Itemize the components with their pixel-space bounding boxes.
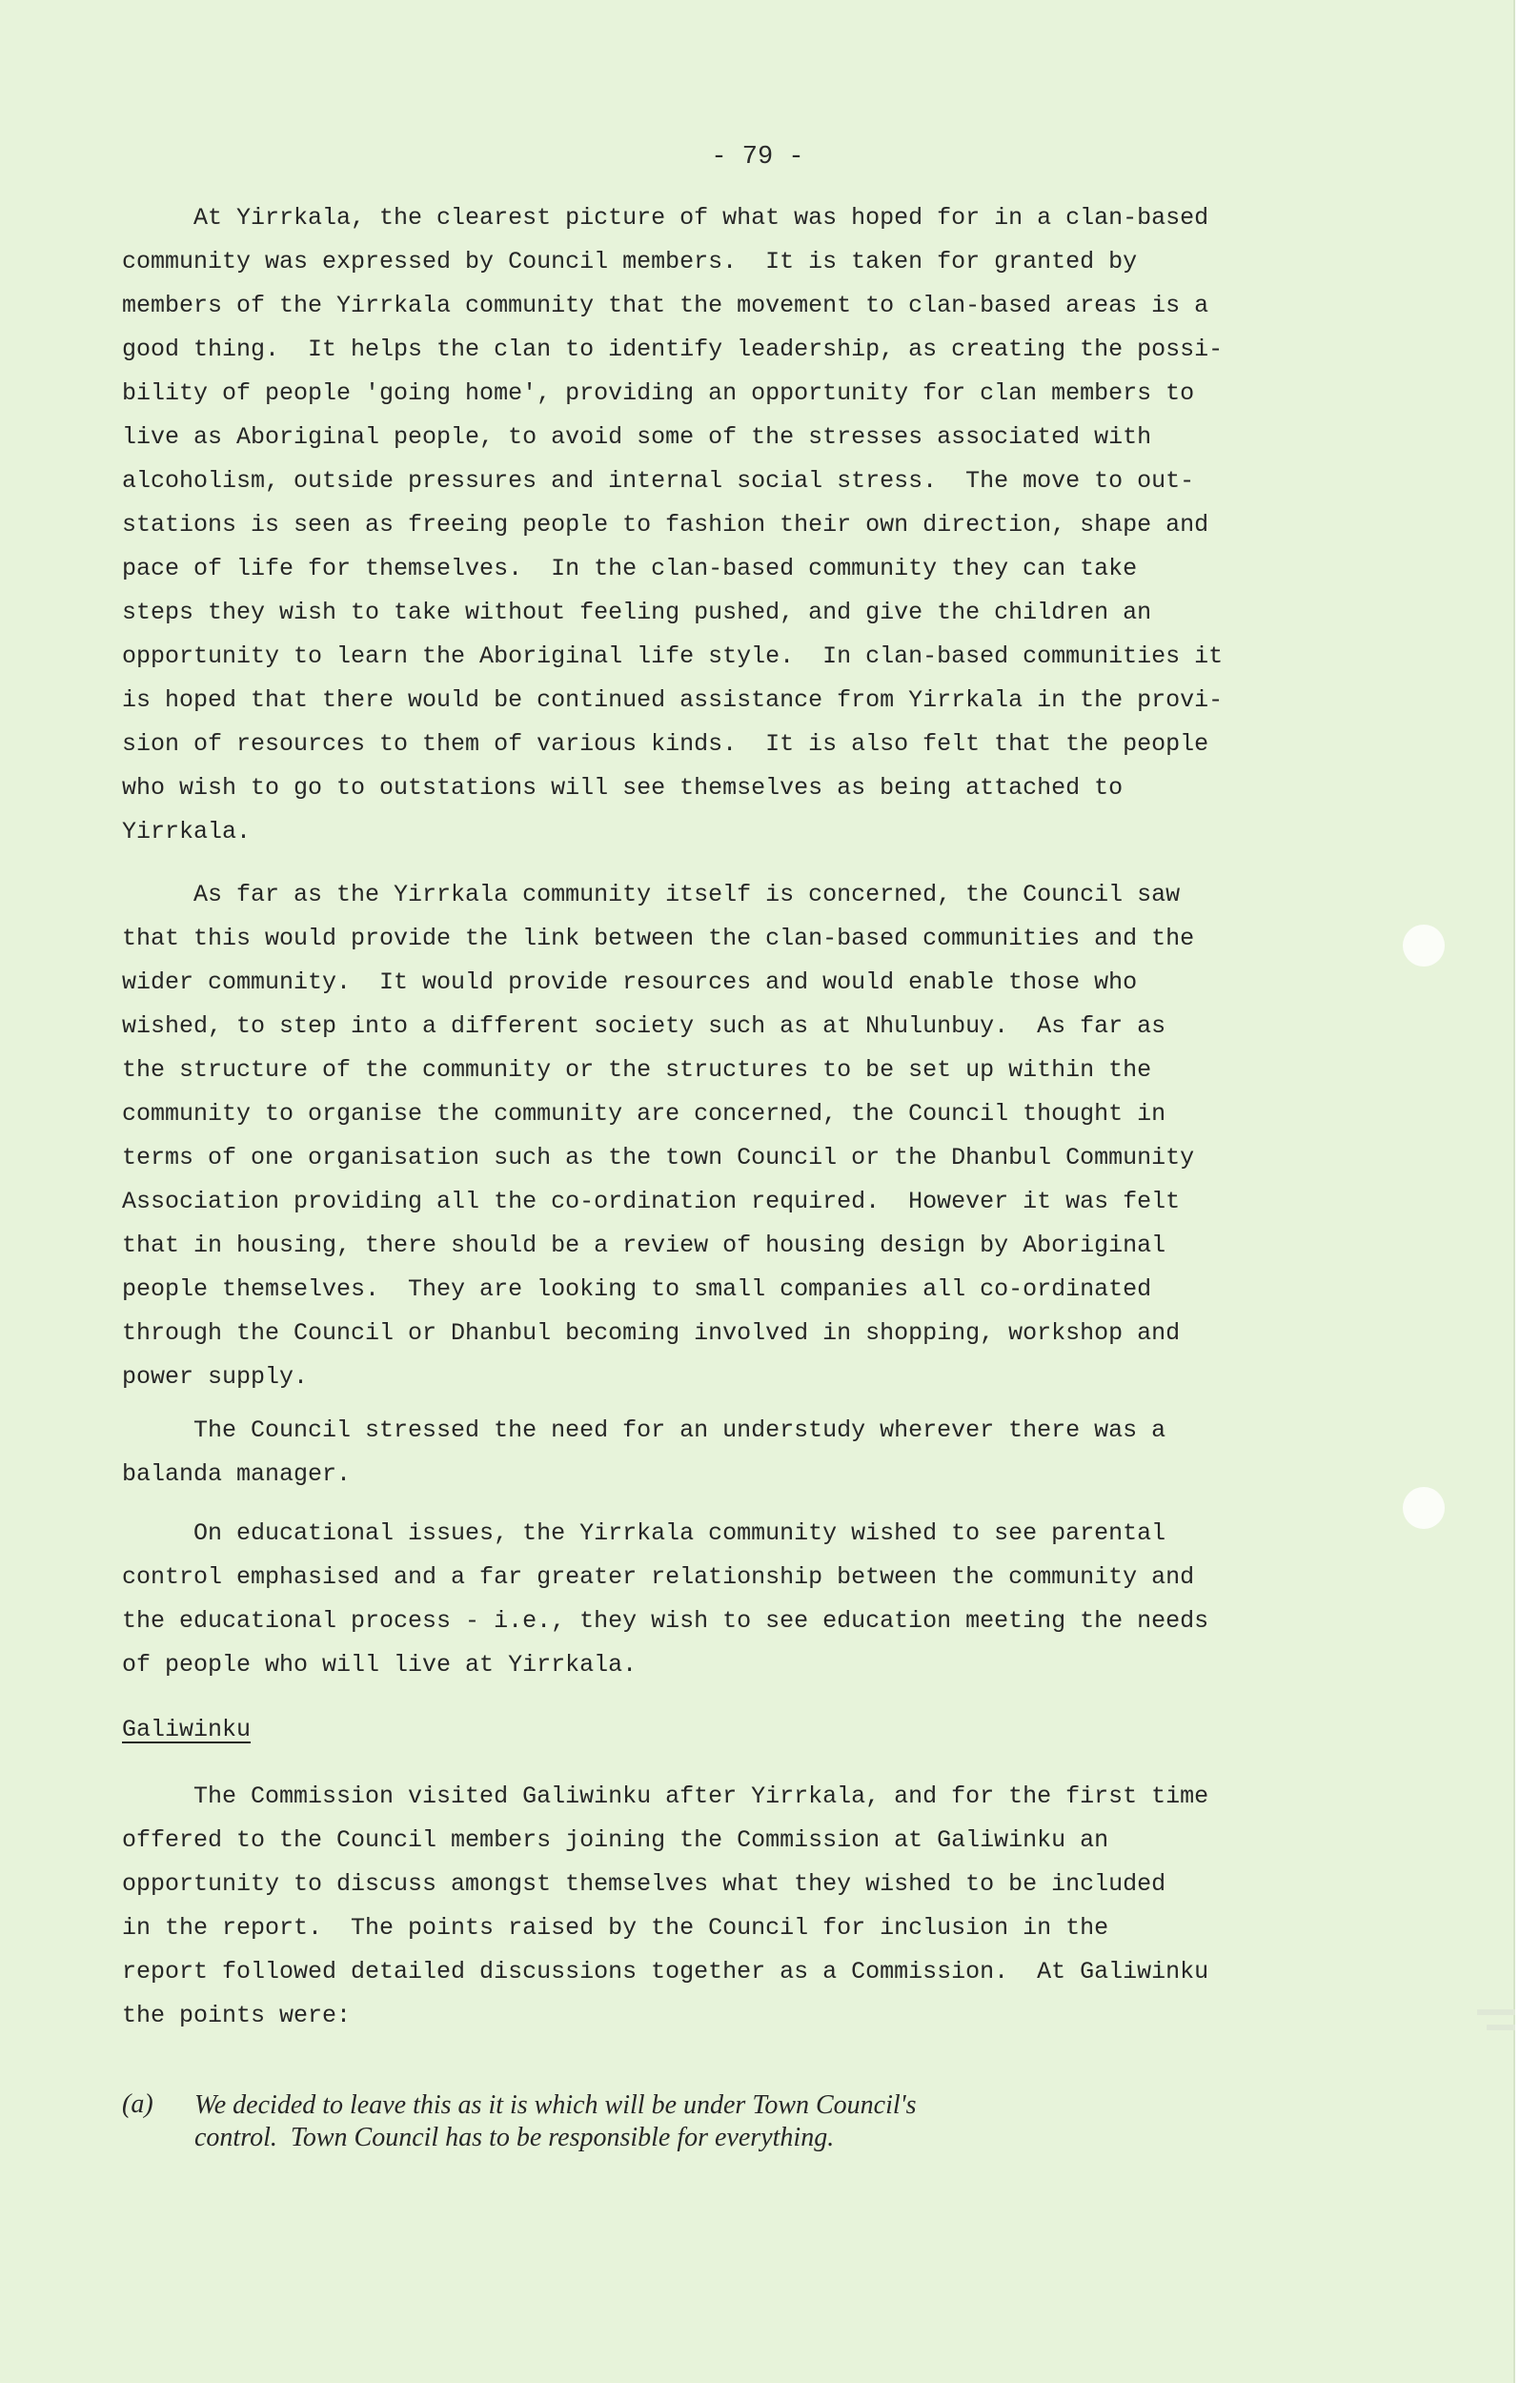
page-edge-mark — [1477, 2009, 1515, 2015]
point-a-text — [194, 2089, 917, 2154]
section-heading-galiwinku: Galiwinku — [122, 1716, 252, 1743]
text-line: through the Council or Dhanbul becoming involved in shopping, workshop and — [122, 1319, 1181, 1347]
text-line: the structure of the community or the structures to be set up within the — [122, 1056, 1152, 1084]
punch-hole — [1403, 925, 1445, 967]
text-line: We decided to leave this as it is which will be under Town Council's — [194, 2090, 917, 2120]
text-line: community to organise the community are concerned, the Council thought in — [122, 1100, 1166, 1128]
text-line: control. Town Council has to be responsible for everything. — [194, 2123, 835, 2152]
text-line: sion of resources to them of various kinds. It is also felt that the people — [122, 730, 1209, 758]
text-line: is hoped that there would be continued assistance from Yirrkala in the provi- — [122, 686, 1224, 714]
text-line: power supply. — [122, 1363, 309, 1391]
text-line: offered to the Council members joining the Commission at Galiwinku an — [122, 1826, 1109, 1854]
text-line: Yirrkala. — [122, 818, 252, 845]
text-line: the points were: — [122, 2002, 352, 2029]
text-line: On educational issues, the Yirrkala community wished to see parental — [122, 1519, 1166, 1547]
text-line: members of the Yirrkala community that the movement to clan-based areas is a — [122, 292, 1209, 319]
text-line: good thing. It helps the clan to identify leadership, as creating the possi- — [122, 336, 1224, 363]
punch-hole — [1403, 1487, 1445, 1529]
point-a-label: (a) — [122, 2089, 153, 2119]
text-line: balanda manager. — [122, 1460, 352, 1488]
text-line: wished, to step into a different society such as at Nhulunbuy. As far as — [122, 1012, 1166, 1040]
text-line: stations is seen as freeing people to fashion their own direction, shape and — [122, 511, 1209, 539]
text-line: opportunity to discuss amongst themselves what they wished to be included — [122, 1870, 1166, 1898]
text-line: At Yirrkala, the clearest picture of what was hoped for in a clan-based — [122, 204, 1209, 232]
text-line: alcoholism, outside pressures and internal social stress. The move to out- — [122, 467, 1195, 495]
text-line: The Commission visited Galiwinku after Yirrkala, and for the first time — [122, 1782, 1209, 1810]
text-line: wider community. It would provide resources and would enable those who — [122, 968, 1138, 996]
text-line: in the report. The points raised by the Council for inclusion in the — [122, 1914, 1109, 1942]
text-line: report followed detailed discussions together as a Commission. At Galiwinku — [122, 1958, 1209, 1986]
paragraph-yirrkala-community — [122, 873, 1266, 1399]
paragraph-understudy — [122, 1409, 1266, 1497]
text-line: pace of life for themselves. In the clan-based community they can take — [122, 555, 1138, 582]
text-line: the educational process - i.e., they wish to see education meeting the needs — [122, 1607, 1209, 1635]
text-line: control emphasised and a far greater relationship between the community and — [122, 1563, 1195, 1591]
page-number: - 79 - — [711, 143, 804, 172]
text-line: steps they wish to take without feeling pushed, and give the children an — [122, 599, 1152, 626]
text-line: that this would provide the link between the clan-based communities and the — [122, 925, 1195, 952]
page-edge-mark — [1487, 2025, 1515, 2030]
paragraph-education — [122, 1512, 1266, 1687]
text-line: As far as the Yirrkala community itself is concerned, the Council saw — [122, 881, 1181, 908]
text-line: bility of people 'going home', providing an opportunity for clan members to — [122, 379, 1195, 407]
text-line: The Council stressed the need for an understudy wherever there was a — [122, 1416, 1166, 1444]
text-line: live as Aboriginal people, to avoid some of the stresses associated with — [122, 423, 1152, 451]
paragraph-galiwinku — [122, 1775, 1266, 2038]
text-line: terms of one organisation such as the town Council or the Dhanbul Community — [122, 1144, 1195, 1171]
text-line: of people who will live at Yirrkala. — [122, 1651, 638, 1679]
text-line: community was expressed by Council members. It is taken for granted by — [122, 248, 1138, 275]
paragraph-yirrkala-clan — [122, 196, 1266, 854]
text-line: people themselves. They are looking to small companies all co-ordinated — [122, 1275, 1152, 1303]
text-line: that in housing, there should be a review of housing design by Aboriginal — [122, 1232, 1166, 1259]
text-line: who wish to go to outstations will see themselves as being attached to — [122, 774, 1124, 802]
text-line: Association providing all the co-ordination required. However it was felt — [122, 1188, 1181, 1215]
text-line: opportunity to learn the Aboriginal life style. In clan-based communities it — [122, 642, 1224, 670]
